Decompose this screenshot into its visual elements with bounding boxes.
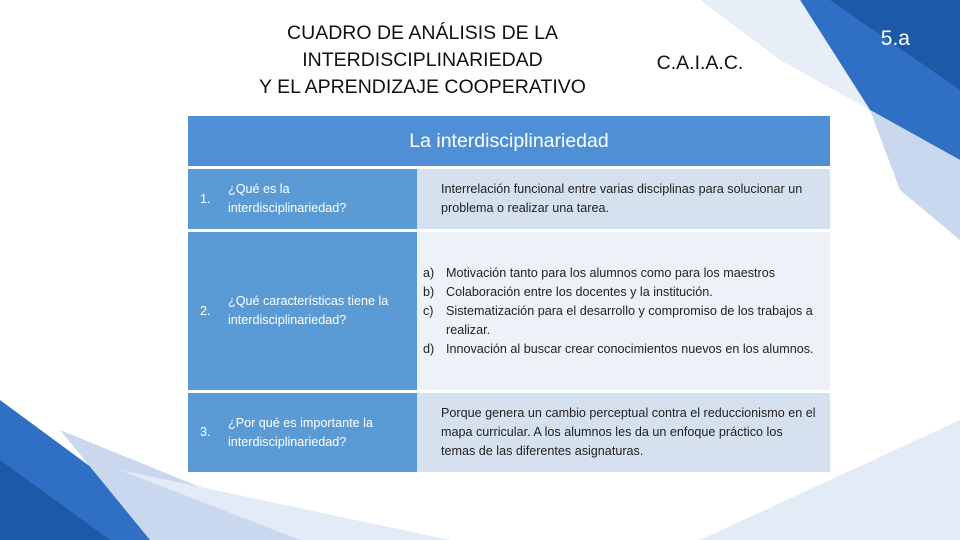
answer-cell [417,232,830,390]
question-cell [188,169,417,229]
question-text: ¿Por qué es importante la interdisciplinariedad? [228,415,373,449]
question-text: ¿Qué características tiene la interdisciplinariedad? [228,294,389,327]
question-number: 3. [200,425,211,439]
question-number: 1. [200,191,211,206]
table-heading: La interdisciplinariedad [188,116,830,166]
answer-text: Porque genera un cambio perceptual contra el reduccionismo en el mapa curricular. A los alumnos les da un enfoque práctico los temas de las diferentes asignaturas. [441,406,816,458]
analysis-table [188,116,830,472]
list-item: d) Innovación al buscar crear conocimientos nuevos en los alumnos. [423,341,814,356]
title-line: CUADRO DE ANÁLISIS DE LA [287,22,558,44]
question-number: 2. [200,303,211,318]
title-line: Y EL APRENDIZAJE COOPERATIVO [259,76,586,98]
page-title [230,20,615,101]
answer-text: Interrelación funcional entre varias disciplinas para solucionar un problema o realizar una tarea. [441,182,803,215]
answer-cell [417,169,830,229]
question-text: ¿Qué es la interdisciplinariedad? [228,182,347,215]
list-item: a) Motivación tanto para los alumnos como para los maestros [423,265,775,280]
answer-cell [417,393,830,472]
question-cell [188,232,417,390]
title-line: INTERDISCIPLINARIEDAD [302,49,543,71]
list-item: c) Sistematización para el desarrollo y compromiso de los trabajos a realizar. [423,303,813,337]
organization-acronym: C.A.I.A.C. [656,52,744,74]
list-item: b) Colaboración entre los docentes y la institución. [423,284,713,299]
slide-number: 5.a [880,27,910,50]
question-cell [188,393,417,472]
